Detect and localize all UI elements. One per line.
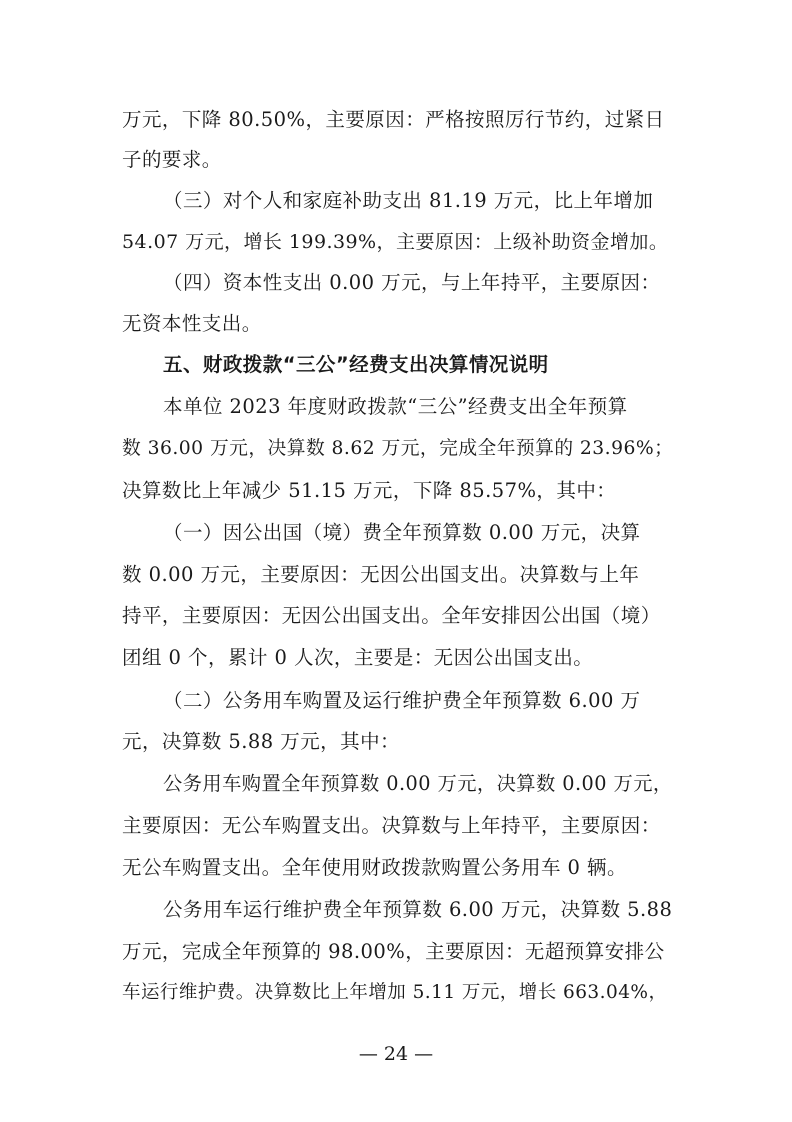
page-number: — 24 — (358, 1043, 434, 1065)
text-line: （四）资本性支出 0.00 万元，与上年持平，主要原因： (163, 271, 661, 294)
text-line: （二）公务用车购置及运行维护费全年预算数 6.00 万 (163, 689, 641, 712)
text-line: 持平，主要原因：无因公出国支出。全年安排因公出国（境） (122, 604, 661, 627)
text-line: 主要原因：无公车购置支出。决算数与上年持平，主要原因： (122, 814, 661, 837)
text-line: 数 0.00 万元，主要原因：无因公出国支出。决算数与上年 (122, 563, 640, 586)
text-line: 万元，下降 80.50%，主要原因：严格按照厉行节约，过紧日 (122, 108, 665, 131)
text-line: 元，决算数 5.88 万元，其中： (122, 730, 400, 753)
text-line: 无资本性支出。 (122, 312, 262, 335)
text-line: 公务用车购置全年预算数 0.00 万元，决算数 0.00 万元， (163, 772, 673, 795)
text-line: 万元，完成全年预算的 98.00%，主要原因：无超预算安排公 (122, 940, 665, 963)
text-line: 数 36.00 万元，决算数 8.62 万元，完成全年预算的 23.96%； (122, 438, 674, 459)
text-line: 决算数比上年减少 51.15 万元，下降 85.57%，其中： (122, 479, 617, 502)
text-line: 车运行维护费。决算数比上年增加 5.11 万元，增长 663.04%， (122, 982, 668, 1003)
text-line: 子的要求。 (122, 148, 222, 171)
section-heading: 五、财政拨款“三公”经费支出决算情况说明 (163, 353, 549, 376)
text-line: 无公车购置支出。全年使用财政拨款购置公务用车 0 辆。 (122, 856, 627, 879)
text-line: 54.07 万元，增长 199.39%，主要原因：上级补助资金增加。 (122, 231, 669, 253)
text-line: 本单位 2023 年度财政拨款“三公”经费支出全年预算 (163, 395, 628, 418)
text-line: （三）对个人和家庭补助支出 81.19 万元，比上年增加 (163, 189, 654, 212)
text-line: 公务用车运行维护费全年预算数 6.00 万元，决算数 5.88 (163, 898, 673, 921)
text-line: 团组 0 个，累计 0 人次，主要是：无因公出国支出。 (122, 646, 594, 669)
text-line: （一）因公出国（境）费全年预算数 0.00 万元，决算 (163, 521, 641, 544)
